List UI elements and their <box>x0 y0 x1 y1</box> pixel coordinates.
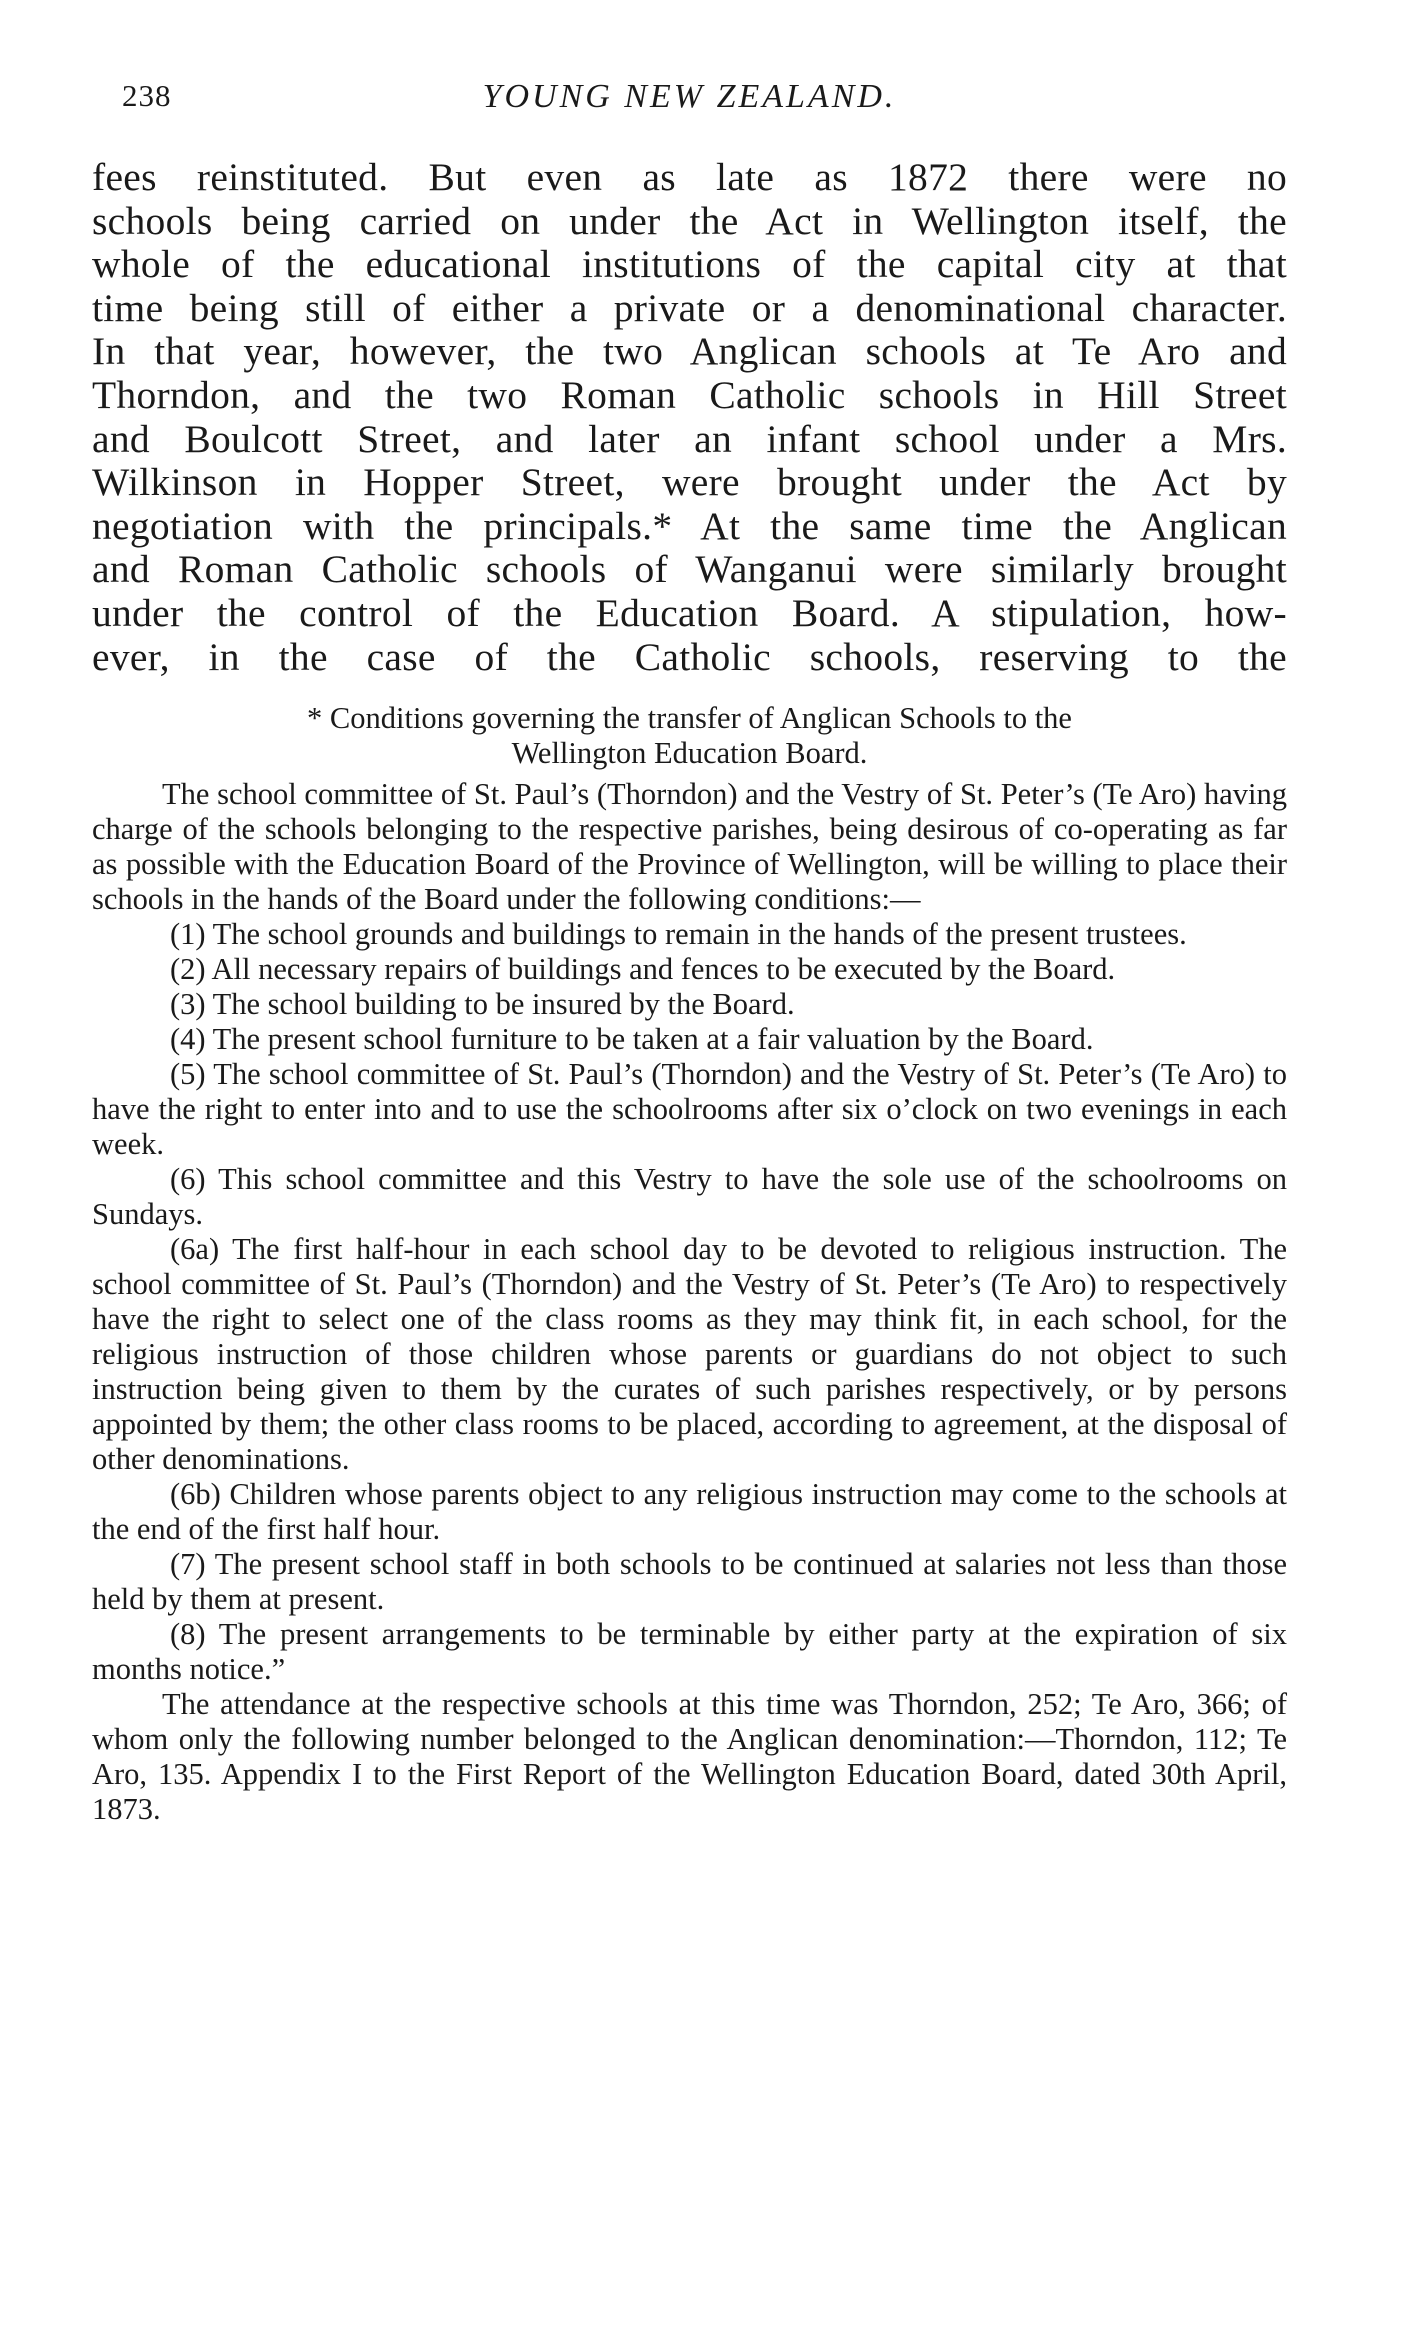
page <box>92 70 1287 1827</box>
body-line: schools being carried on under the Act in Wellington itself, the <box>92 198 1287 243</box>
condition-7: (7) The present school staff in both schools to be continued at salaries not less than those held by them at present. <box>92 1547 1287 1617</box>
condition-6b: (6b) Children whose parents object to any religious instruction may come to the schools at the end of the first half hour. <box>92 1477 1287 1547</box>
body-line: Wilkinson in Hopper Street, were brought under the Act by <box>92 460 1287 505</box>
page-number: 238 <box>122 78 172 113</box>
body-line: negotiation with the principals.* At the same time the Anglican <box>92 503 1287 548</box>
condition-8: (8) The present arrangements to be terminable by either party at the expiration of six months notice.” <box>92 1617 1287 1687</box>
body-line: ever, in the case of the Catholic schools, reserving to the <box>92 634 1287 679</box>
body-line: and Boulcott Street, and later an infant school under a Mrs. <box>92 416 1287 461</box>
page-header <box>92 70 1287 126</box>
body-text <box>92 156 1287 679</box>
body-line: fees reinstituted. But even as late as 1872 there were no <box>92 155 1287 199</box>
body-line: and Roman Catholic schools of Wanganui were similarly brought <box>92 547 1287 592</box>
body-line: Thorndon, and the two Roman Catholic schools in Hill Street <box>92 372 1287 417</box>
body-line: In that year, however, the two Anglican schools at Te Aro and <box>92 329 1287 374</box>
body-line: under the control of the Education Board. A stipulation, how- <box>92 590 1287 635</box>
condition-5: (5) The school committee of St. Paul’s (Thorndon) and the Vestry of St. Peter’s (Te Aro) to have the right to enter into and to use the schoolrooms after six o’clock on two evenings in each week. <box>92 1057 1287 1162</box>
footnote <box>92 701 1287 1827</box>
footnote-heading-line1: * Conditions governing the transfer of Anglican Schools to the <box>307 701 1072 736</box>
condition-4: (4) The present school furniture to be taken at a fair valuation by the Board. <box>170 1022 1094 1057</box>
footnote-intro: The school committee of St. Paul’s (Thorndon) and the Vestry of St. Peter’s (Te Aro) having charge of the schools belonging to the respective parishes, being desirous of co-operating as far as possible with the Education Board of the Province of Wellington, will be willing to place their schools in the hands of the Board under the following conditions:— <box>92 777 1287 917</box>
condition-1: (1) The school grounds and buildings to remain in the hands of the present trustees. <box>170 917 1187 952</box>
condition-3: (3) The school building to be insured by the Board. <box>170 987 795 1022</box>
condition-2: (2) All necessary repairs of buildings and fences to be executed by the Board. <box>170 952 1116 987</box>
body-line: time being still of either a private or a denominational character. <box>92 285 1287 330</box>
condition-6a: (6a) The first half-hour in each school day to be devoted to religious instruction. The school committee of St. Paul’s (Thorndon) and the Vestry of St. Peter’s (Te Aro) to respectively have the right to select one of the class rooms as they may think fit, in each school, for the religious instruction of those children whose parents or guardians do not object to such instruction being given to them by the curates of such parishes respectively, or by persons appointed by them; the other class rooms to be placed, according to agreement, at the disposal of other denominations. <box>92 1232 1287 1477</box>
condition-6: (6) This school committee and this Vestry to have the sole use of the schoolrooms on Sundays. <box>92 1162 1287 1232</box>
footnote-heading <box>92 701 1287 771</box>
body-line: whole of the educational institutions of the capital city at that <box>92 242 1287 287</box>
running-title: YOUNG NEW ZEALAND. <box>482 78 897 115</box>
footnote-heading-line2: Wellington Education Board. <box>511 736 868 771</box>
footnote-closing: The attendance at the respective schools at this time was Thorndon, 252; Te Aro, 366; of whom only the following number belonged to the Anglican denomination:—Thorndon, 112; Te Aro, 135. Appendix I to the First Report of the Wellington Education Board, dated 30th April, 1873. <box>92 1687 1287 1827</box>
